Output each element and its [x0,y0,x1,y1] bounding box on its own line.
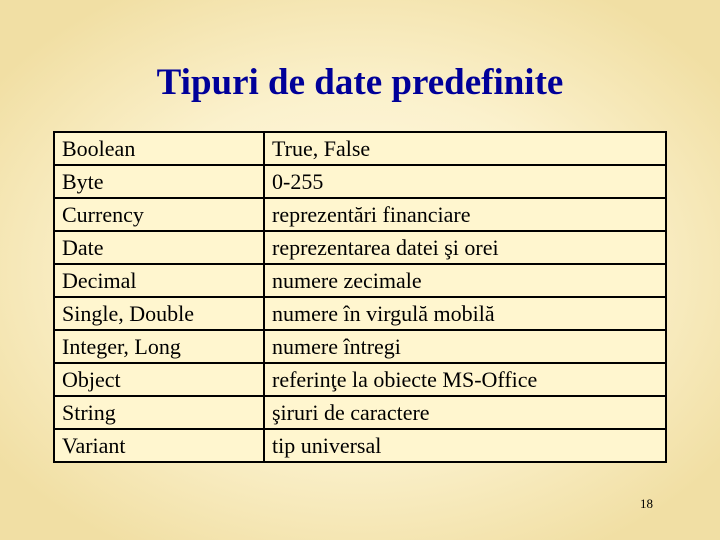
type-name-cell: Single, Double [54,297,264,330]
type-name-cell: Byte [54,165,264,198]
type-description-cell: tip universal [264,429,666,462]
table-row [54,396,666,429]
type-name-cell: Boolean [54,132,264,165]
type-name-cell: Date [54,231,264,264]
type-description-cell: numere întregi [264,330,666,363]
type-name-cell: Integer, Long [54,330,264,363]
table-row [54,165,666,198]
type-description-cell: şiruri de caractere [264,396,666,429]
type-name-cell: Variant [54,429,264,462]
type-description-cell: referinţe la obiecte MS-Office [264,363,666,396]
type-name-cell: String [54,396,264,429]
slide-title: Tipuri de date predefinite [156,62,564,103]
table-row [54,363,666,396]
table-row [54,264,666,297]
type-description-cell: numere zecimale [264,264,666,297]
type-name-cell: Currency [54,198,264,231]
type-description-cell: reprezentarea datei şi orei [264,231,666,264]
table-row [54,231,666,264]
type-name-cell: Decimal [54,264,264,297]
table-row [54,330,666,363]
table-row [54,297,666,330]
type-name-cell: Object [54,363,264,396]
table-row [54,132,666,165]
type-description-cell: True, False [264,132,666,165]
type-description-cell: numere în virgulă mobilă [264,297,666,330]
table-row [54,198,666,231]
type-description-cell: reprezentări financiare [264,198,666,231]
type-description-cell: 0-255 [264,165,666,198]
page-number: 18 [640,496,653,511]
data-types-table [53,131,667,463]
table-row [54,429,666,462]
